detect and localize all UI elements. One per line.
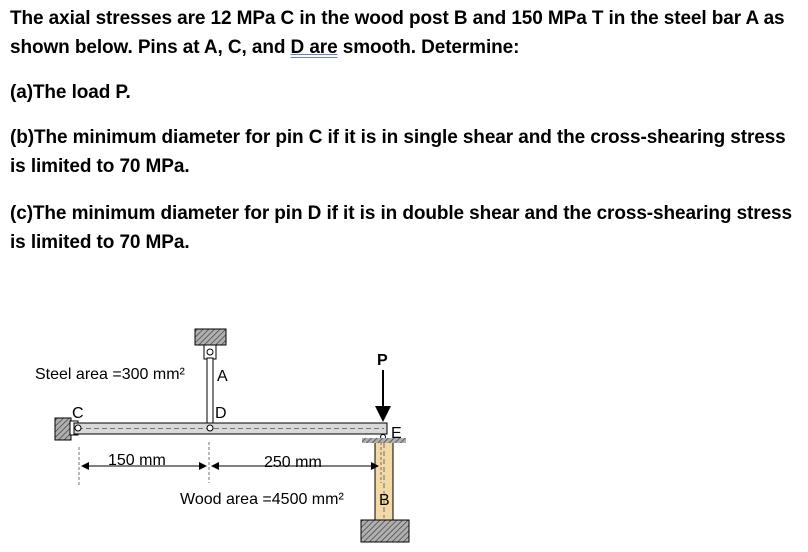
intro-underlined-text: D are	[290, 37, 338, 58]
left-wall-support	[55, 418, 71, 440]
wood-area-label: Wood area =4500 mm²	[180, 491, 344, 508]
label-p: P	[377, 352, 388, 369]
intro-text-1: The axial stresses are 12 MPa C in the wood post B and 150 MPa T in the steel bar A as shown below. Pins at A, C, and	[10, 8, 785, 58]
steel-area-label: Steel area =300 mm²	[35, 366, 185, 383]
part-c-text: (c)The minimum diameter for pin D if it is in double shear and the cross-shearing stress is limited to 70 MPa.	[10, 203, 792, 253]
dim-label-left: 150 mm	[108, 452, 166, 469]
label-e: E	[391, 425, 402, 442]
top-pin	[207, 349, 213, 355]
pin-c	[75, 425, 81, 431]
top-support	[195, 329, 226, 345]
intro-text-2: smooth. Determine:	[337, 37, 520, 58]
label-b: B	[379, 492, 390, 509]
label-c: C	[72, 405, 84, 422]
dim-label-right: 250 mm	[264, 454, 322, 471]
pin-d	[207, 425, 213, 431]
part-a-text: (a)The load P.	[10, 82, 131, 103]
label-a: A	[217, 368, 228, 385]
part-b-text: (b)The minimum diameter for pin C if it is in single shear and the cross-shearing stress is limited to 70 MPa.	[10, 127, 786, 177]
bottom-support	[361, 520, 409, 542]
label-d: D	[215, 405, 227, 422]
steel-bar-a	[207, 358, 213, 426]
